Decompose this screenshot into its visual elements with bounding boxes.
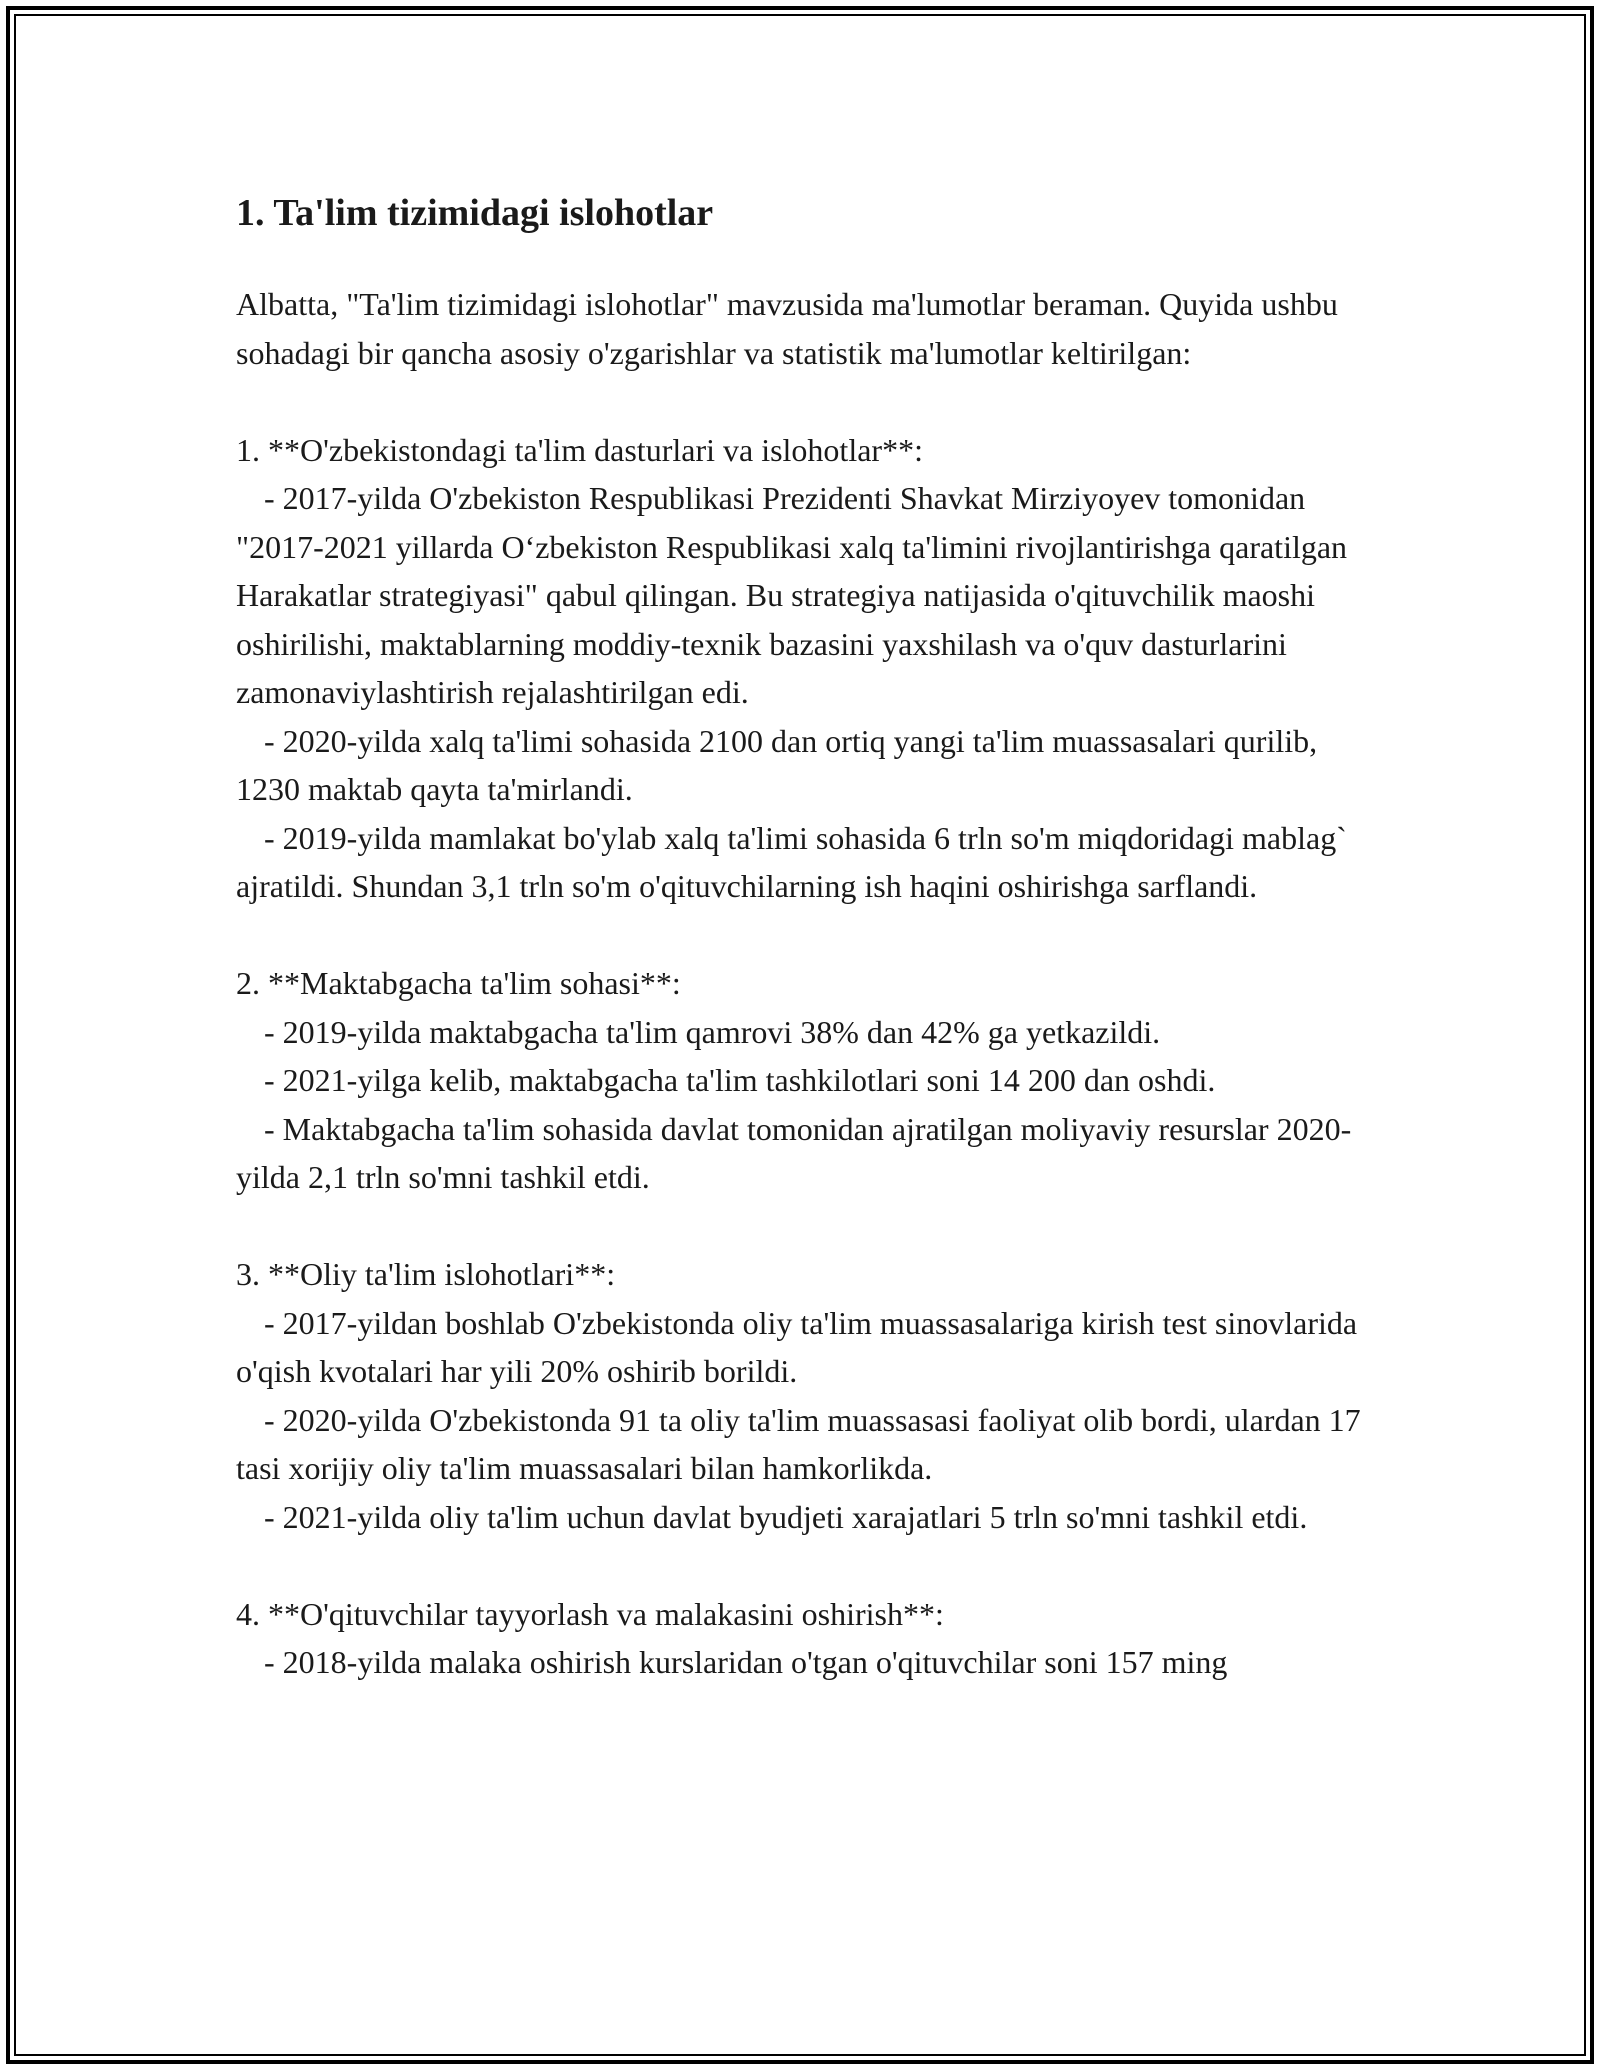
section-heading: 4. **O'qituvchilar tayyorlash va malakasini oshirish**:: [236, 1595, 944, 1632]
list-item: - 2017-yilda O'zbekiston Respublikasi Prezidenti Shavkat Mirziyoyev tomonidan "2017-2021 yillarda O‘zbekiston Respublikasi xalq ta'limini rivojlantirishga qaratilgan Harakatlar strategiyasi" qabul qilingan. Bu strategiya natijasida o'qituvchilik maoshi oshirilishi, maktablarning moddiy-texnik bazasini yaxshilash va o'quv dasturlarini zamonaviylashtirish rejalashtirilgan edi.: [236, 480, 1348, 710]
document-title: 1. Ta'lim tizimidagi islohotlar: [236, 192, 714, 234]
list-item: - 2019-yilda maktabgacha ta'lim qamrovi 38% dan 42% ga yetkazildi.: [264, 1013, 1161, 1050]
document-body: [236, 186, 1386, 1687]
list-item: - 2020-yilda O'zbekistonda 91 ta oliy ta'lim muassasasi faoliyat olib bordi, ulardan 17 tasi xorijiy oliy ta'lim muassasalari bilan hamkorlikda.: [236, 1401, 1361, 1486]
section-2: [236, 959, 1386, 1202]
section-heading: 3. **Oliy ta'lim islohotlari**:: [236, 1256, 616, 1292]
list-item: - 2021-yilda oliy ta'lim uchun davlat byudjeti xarajatlari 5 trln so'mni tashkil etdi.: [264, 1498, 1308, 1535]
section-heading: 2. **Maktabgacha ta'lim sohasi**:: [236, 965, 681, 1001]
section-1: [236, 426, 1386, 911]
list-item: - 2018-yilda malaka oshirish kurslaridan o'tgan o'qituvchilar soni 157 ming: [264, 1644, 1228, 1680]
list-item: - 2017-yildan boshlab O'zbekistonda oliy ta'lim muassasalariga kirish test sinovlarida o'qish kvotalari har yili 20% oshirib borildi.: [236, 1304, 1358, 1389]
list-item: - 2020-yilda xalq ta'limi sohasida 2100 dan ortiq yangi ta'lim muassasalari qurilib, 1230 maktab qayta ta'mirlandi.: [236, 722, 1318, 807]
intro-paragraph: Albatta, "Ta'lim tizimidagi islohotlar" mavzusida ma'lumotlar beraman. Quyida ushbu sohadagi bir qancha asosiy o'zgarishlar va statistik ma'lumotlar keltirilgan:: [236, 286, 1338, 371]
list-item: - 2021-yilga kelib, maktabgacha ta'lim tashkilotlari soni 14 200 dan oshdi.: [264, 1062, 1216, 1098]
section-4: [236, 1590, 1386, 1687]
section-3: [236, 1250, 1386, 1541]
list-item: - Maktabgacha ta'lim sohasida davlat tomonidan ajratilgan moliyaviy resurslar 2020-yilda 2,1 trln so'mni tashkil etdi.: [236, 1110, 1352, 1195]
section-heading: 1. **O'zbekistondagi ta'lim dasturlari va islohotlar**:: [236, 431, 923, 468]
list-item: - 2019-yilda mamlakat bo'ylab xalq ta'limi sohasida 6 trln so'm miqdoridagi mablag` ajratildi. Shundan 3,1 trln so'm o'qituvchilarning ish haqini oshirishga sarflandi.: [236, 819, 1347, 904]
